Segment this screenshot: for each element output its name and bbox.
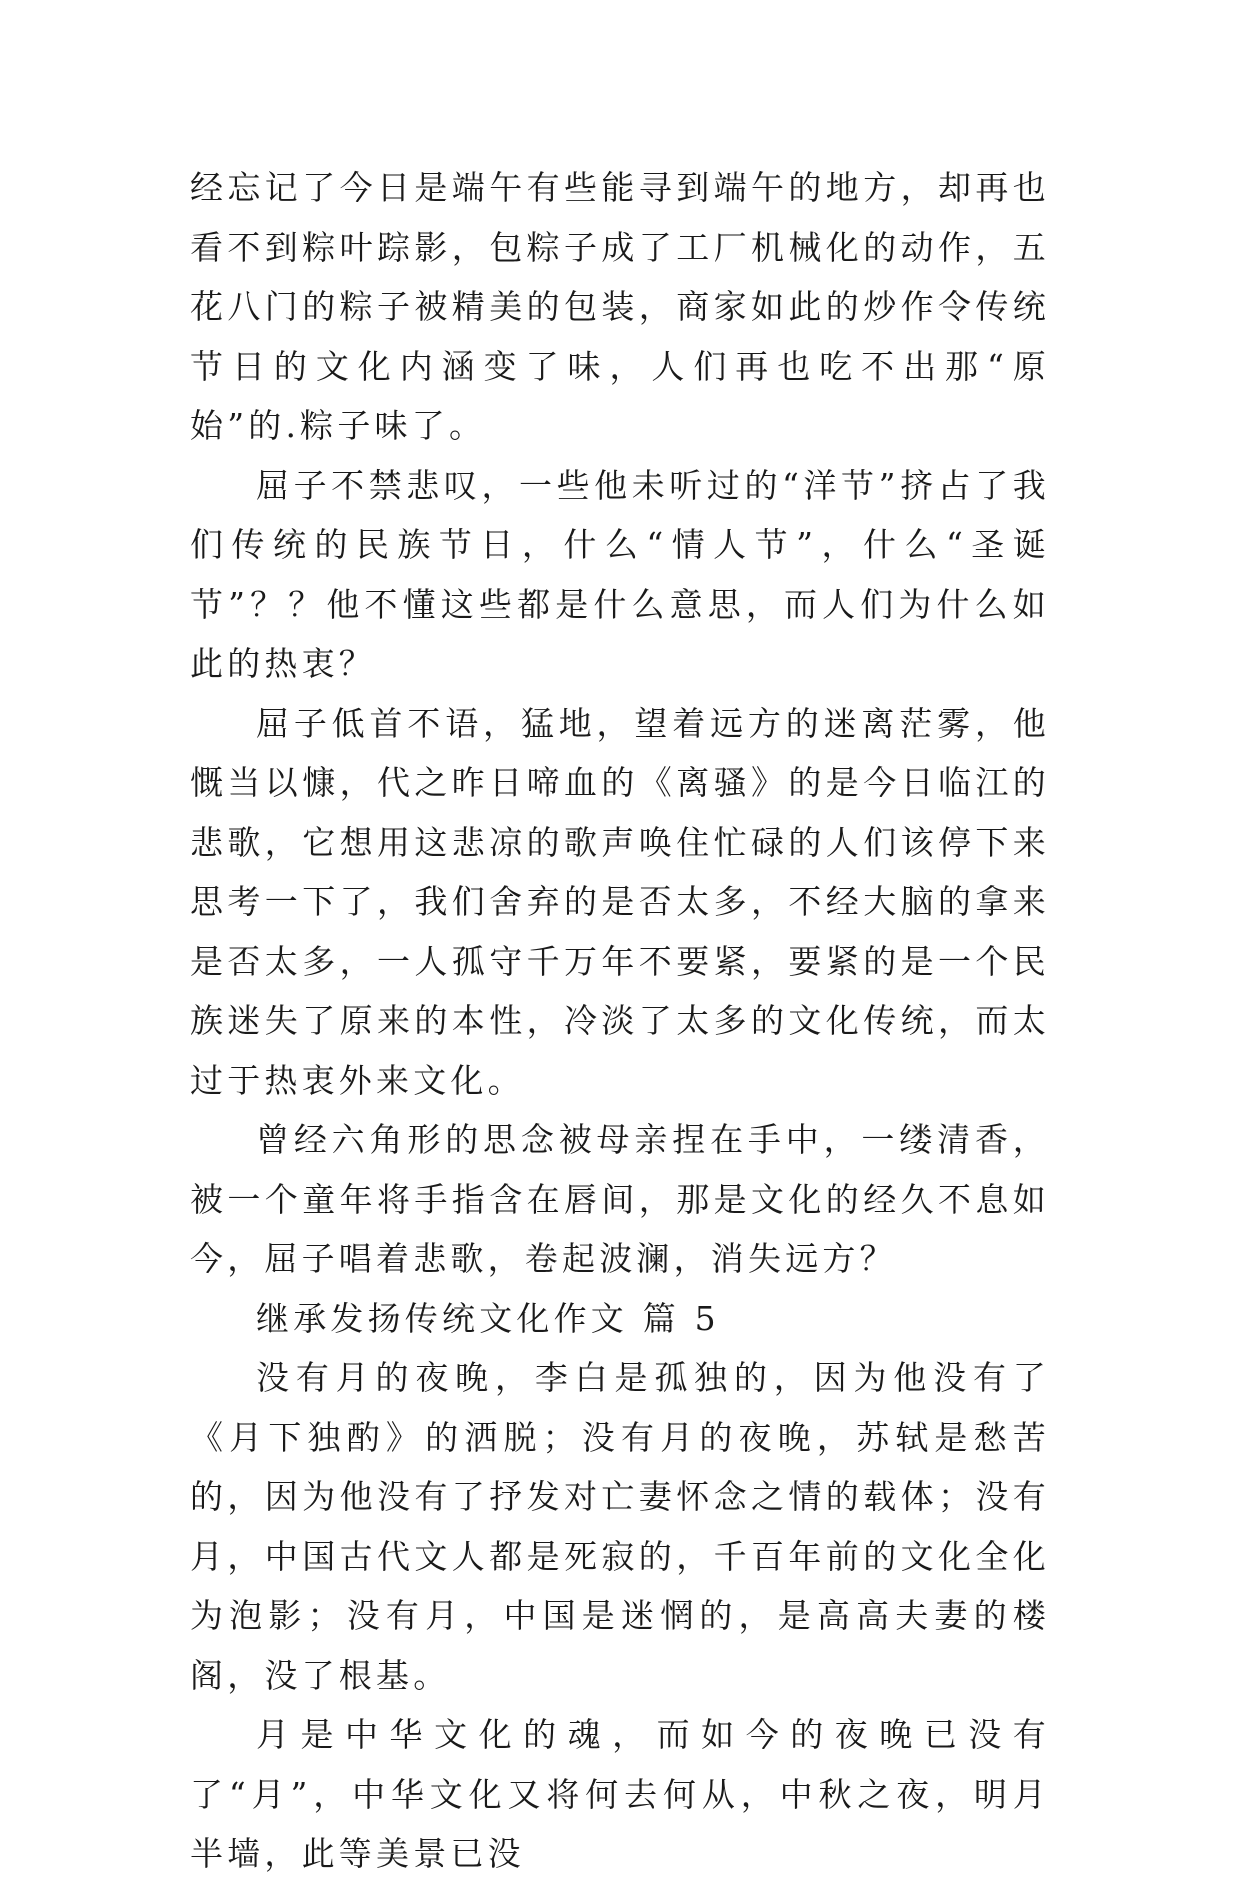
paragraph: 曾经六角形的思念被母亲捏在手中，一缕清香，被一个童年将手指含在唇间，那是文化的经久不息如今，屈子唱着悲歌，卷起波澜，消失远方？ [190,1120,1050,1278]
paragraph: 屈子低首不语，猛地，望着远方的迷离茫雾，他慨当以慷，代之昨日啼血的《离骚》的是今日临江的悲歌，它想用这悲凉的歌声唤住忙碌的人们该停下来思考一下了，我们舍弃的是否太多，不经大脑的拿来是否太多，一人孤守千万年不要紧，要紧的是一个民族迷失了原来的本性，冷淡了太多的文化传统，而太过于热衷外来文化。 [190,703,1050,1100]
paragraph: 没有月的夜晚，李白是孤独的，因为他没有了《月下独酌》的洒脱；没有月的夜晚，苏轼是愁苦的，因为他没有了抒发对亡妻怀念之情的载体；没有月，中国古代文人都是死寂的，千百年前的文化全化为泡影；没有月，中国是迷惘的，是高高夫妻的楼阁，没了根基。 [190,1358,1050,1695]
document-body [190,158,1050,1884]
paragraph: 月是中华文化的魂，而如今的夜晚已没有了“月”，中华文化又将何去何从，中秋之夜，明月半墙，此等美景已没 [190,1715,1050,1873]
paragraph-continued: 经忘记了今日是端午有些能寻到端午的地方，却再也看不到粽叶踪影，包粽子成了工厂机械化的动作，五花八门的粽子被精美的包装，商家如此的炒作令传统节日的文化内涵变了味，人们再也吃不出那“原始”的.粽子味了。 [190,168,1050,445]
section-heading: 继承发扬传统文化作文 篇 5 [256,1298,720,1338]
paragraph: 屈子不禁悲叹，一些他未听过的“洋节”挤占了我们传统的民族节日，什么“情人节”，什么“圣诞节”？？他不懂这些都是什么意思，而人们为什么如此的热衷？ [190,465,1050,683]
